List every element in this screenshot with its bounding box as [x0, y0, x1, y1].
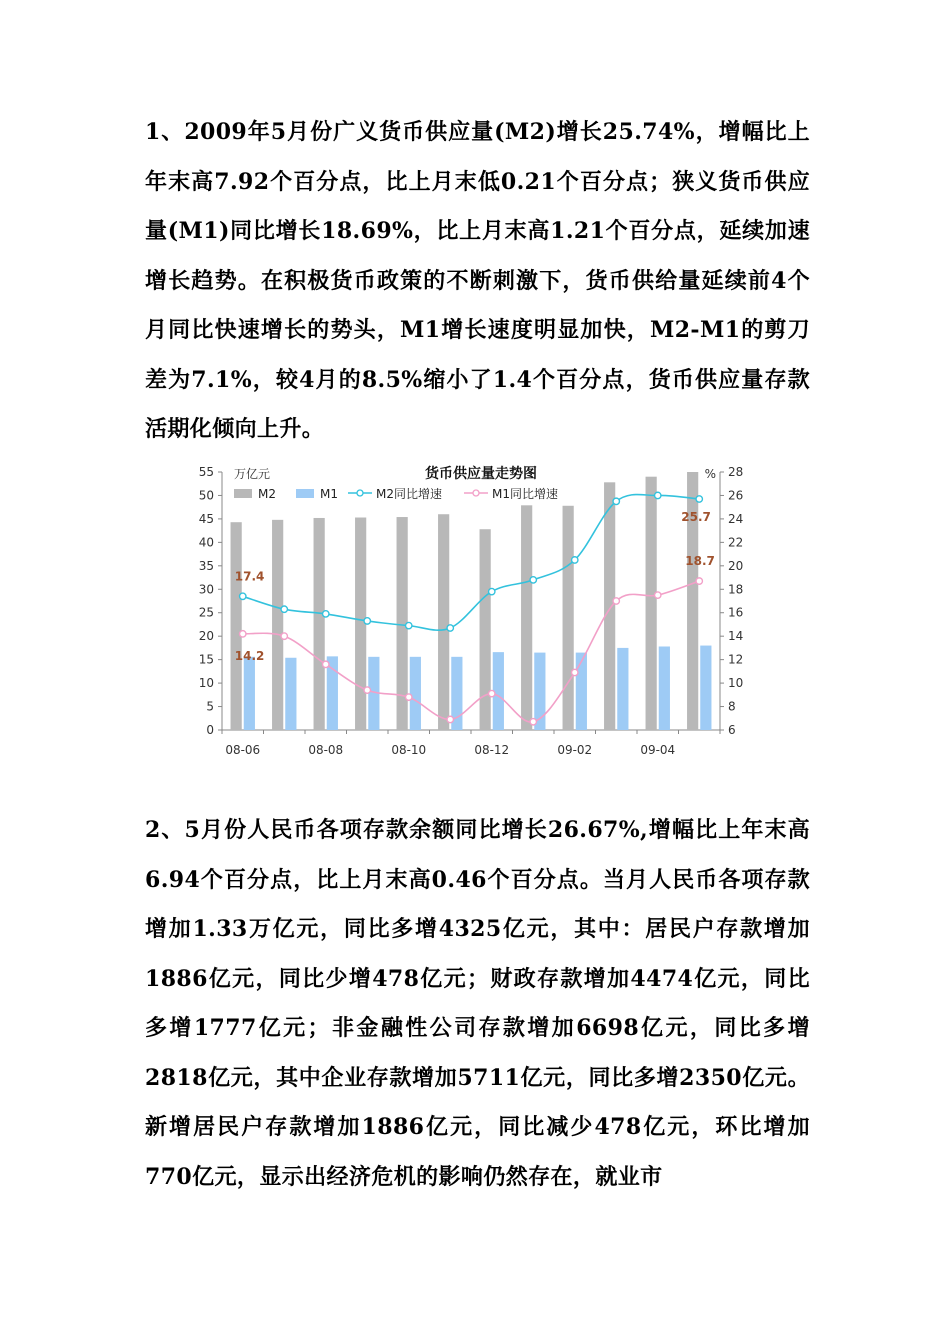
left-tick-label: 5	[206, 699, 214, 714]
point-m2-growth	[364, 618, 370, 624]
left-tick-label: 30	[198, 582, 214, 597]
right-tick-label: 16	[728, 605, 744, 620]
chart-title: 货币供应量走势图	[425, 466, 537, 482]
point-m1-growth	[655, 592, 661, 598]
x-tick-label: 09-02	[557, 743, 593, 757]
data-label: 25.7	[681, 509, 711, 524]
legend-marker-m1-growth	[473, 490, 479, 496]
x-tick-label: 08-10	[391, 743, 427, 757]
bar-m2	[480, 529, 491, 730]
right-tick-label: 28	[728, 465, 744, 479]
bar-m1	[244, 657, 255, 730]
bar-m2	[604, 482, 615, 730]
point-m1-growth	[281, 633, 287, 639]
data-label: 17.4	[234, 569, 265, 584]
left-tick-label: 35	[198, 558, 214, 573]
bar-m1	[576, 653, 587, 730]
paragraph-deposit-growth: 2、5月份人民币各项存款余额同比增长26.67%,增幅比上年末高6.94个百分点，比上月末高0.46个百分点。当月人民币各项存款增加1.33万亿元，同比多增4325亿元，其中：居民户存款增加1886亿元，同比少增478亿元；财政存款增加4474亿元，同比多增1777亿元；非金融性公司存款增加6698亿元，同比多增2818亿元，其中企业存款增加5711亿元，同比多增2350亿元。新增居民户存款增加1886亿元，同比减少478亿元，环比增加770亿元，显示出经济危机的影响仍然存在，就业市	[145, 817, 810, 1190]
x-tick-label: 08-06	[225, 743, 261, 757]
bar-m1	[617, 648, 628, 730]
point-m1-growth	[696, 578, 702, 584]
bar-m1	[410, 657, 421, 730]
point-m2-growth	[447, 625, 453, 631]
legend-label-m1: M1	[320, 487, 338, 501]
left-tick-label: 0	[206, 723, 214, 737]
point-m1-growth	[240, 631, 246, 637]
point-m2-growth	[655, 492, 661, 498]
left-tick-label: 15	[198, 652, 214, 667]
right-tick-label: 14	[728, 629, 744, 644]
chart-svg	[178, 456, 758, 768]
bar-m2	[231, 522, 242, 730]
money-supply-chart	[178, 456, 758, 768]
legend-swatch-m2	[234, 489, 252, 498]
point-m1-growth	[323, 661, 329, 667]
right-tick-label: 24	[728, 511, 744, 526]
right-axis-unit: %	[704, 467, 716, 481]
left-tick-label: 50	[198, 488, 214, 503]
line-m1-growth	[243, 581, 700, 722]
point-m2-growth	[613, 498, 619, 504]
left-tick-label: 55	[198, 465, 214, 479]
point-m1-growth	[406, 694, 412, 700]
bar-m2	[646, 477, 657, 730]
legend-label-m1-growth: M1同比增速	[492, 487, 558, 501]
point-m2-growth	[281, 606, 287, 612]
right-tick-label: 6	[728, 723, 736, 737]
bar-m1	[327, 656, 338, 730]
point-m1-growth	[530, 719, 536, 725]
left-tick-label: 40	[198, 535, 214, 550]
paragraph-m2-m1-growth: 1、2009年5月份广义货币供应量(M2)增长25.74%，增幅比上年末高7.92个百分点，比上月末低0.21个百分点；狭义货币供应量(M1)同比增长18.69%，比上月末高1.21个百分点，延续加速增长趋势。在积极货币政策的不断刺激下，货币供给量延续前4个月同比快速增长的势头，M1增长速度明显加快，M2-M1的剪刀差为7.1%，较4月的8.5%缩小了1.4个百分点，货币供应量存款活期化倾向上升。	[145, 119, 810, 442]
right-tick-label: 8	[728, 699, 736, 714]
line-m2-growth	[243, 494, 700, 630]
right-tick-label: 26	[728, 488, 744, 503]
legend-label-m2-growth: M2同比增速	[376, 487, 442, 501]
right-tick-label: 20	[728, 558, 744, 573]
bar-m2	[438, 514, 449, 730]
bar-m1	[659, 647, 670, 730]
legend-marker-m2-growth	[357, 490, 363, 496]
point-m2-growth	[572, 557, 578, 563]
left-tick-label: 10	[198, 676, 214, 691]
bar-m2	[521, 505, 532, 730]
point-m2-growth	[696, 496, 702, 502]
data-label: 18.7	[685, 554, 715, 569]
point-m1-growth	[572, 669, 578, 675]
point-m1-growth	[364, 687, 370, 693]
point-m2-growth	[240, 593, 246, 599]
data-label: 14.2	[234, 648, 265, 663]
right-tick-label: 22	[728, 535, 744, 550]
point-m2-growth	[489, 588, 495, 594]
point-m2-growth	[323, 611, 329, 617]
x-tick-label: 08-12	[474, 743, 510, 757]
left-tick-label: 20	[198, 629, 214, 644]
bar-m2	[563, 506, 574, 730]
point-m1-growth	[489, 690, 495, 696]
bar-m2	[272, 520, 283, 730]
point-m2-growth	[406, 622, 412, 628]
right-tick-label: 18	[728, 582, 744, 597]
right-tick-label: 12	[728, 652, 744, 667]
bar-m2	[314, 518, 325, 730]
right-tick-label: 10	[728, 676, 744, 691]
bar-m1	[285, 658, 296, 730]
left-axis-unit: 万亿元	[234, 467, 271, 481]
left-tick-label: 45	[198, 511, 214, 526]
x-tick-label: 08-08	[308, 743, 344, 757]
point-m1-growth	[613, 598, 619, 604]
legend-swatch-m1	[296, 489, 314, 498]
point-m2-growth	[530, 577, 536, 583]
x-tick-label: 09-04	[640, 743, 676, 757]
bar-m1	[700, 646, 711, 730]
legend-label-m2: M2	[258, 487, 276, 501]
left-tick-label: 25	[198, 605, 214, 620]
point-m1-growth	[447, 716, 453, 722]
